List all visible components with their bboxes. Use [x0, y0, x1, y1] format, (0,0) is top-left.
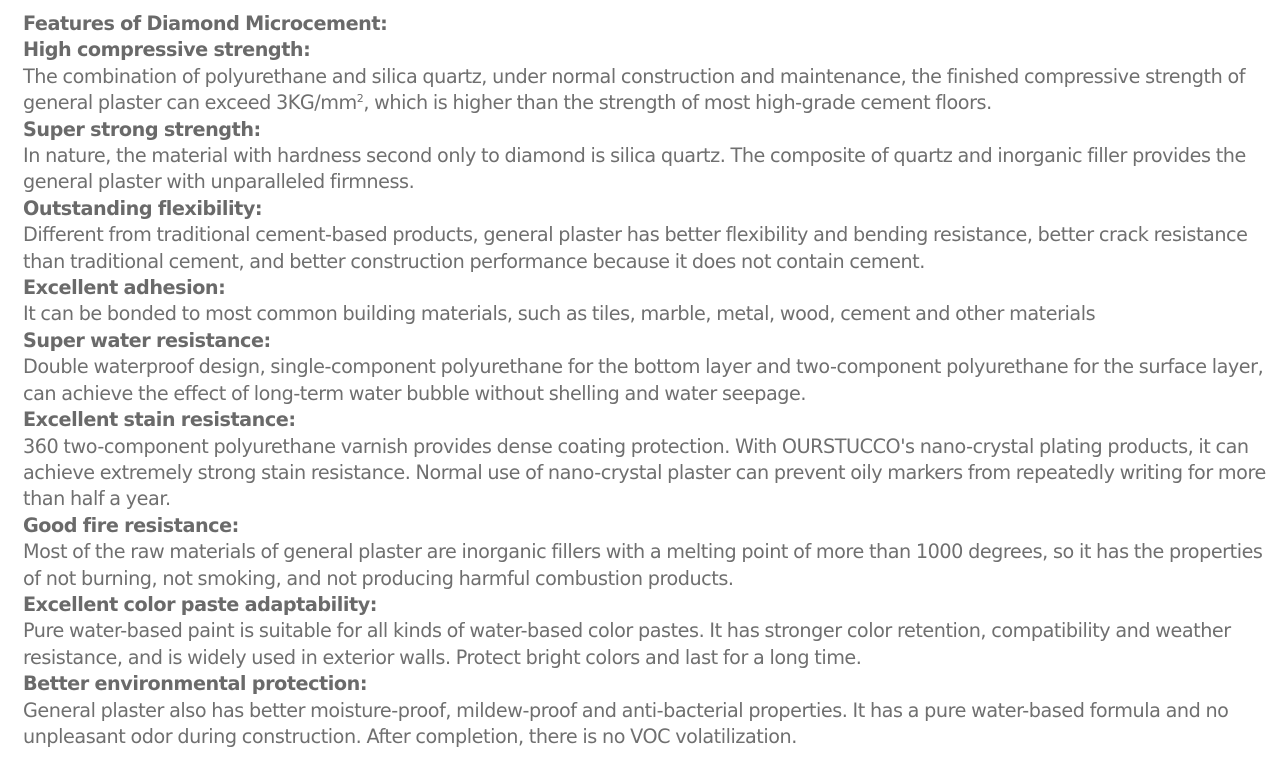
section-heading-stain-resistance: Excellent stain resistance: [23, 408, 296, 432]
section-heading-adhesion: Excellent adhesion: [23, 276, 226, 300]
section-text-stain-resistance: 360 two-component polyurethane varnish provides dense coating protection. With OURSTUCCO's nano-crystal plating products, it can achieve extremely strong stain resistance. Normal use of nano-crystal plaster can prevent oily markers from repeatedly writing for more than half a year. [23, 434, 1266, 511]
section-heading-environmental: Better environmental protection: [23, 672, 368, 696]
section-text-part: , which is higher than the strength of most high-grade cement floors. [363, 91, 992, 115]
section-text-compressive-strength [23, 64, 1273, 117]
section-heading-color-paste: Excellent color paste adaptability: [23, 592, 378, 616]
superscript-unit: 2 [356, 92, 364, 106]
section-text-strong-strength: In nature, the material with hardness second only to diamond is silica quartz. The composite of quartz and inorganic filler provides the general plaster with unparalleled firmness. [23, 144, 1246, 194]
document-title: Features of Diamond Microcement: [23, 12, 388, 35]
section-text-flexibility: Different from traditional cement-based products, general plaster has better flexibility and bending resistance, better crack resistance than traditional cement, and better construction performance because it does not contain cement. [23, 223, 1248, 273]
section-heading-water-resistance: Super water resistance: [23, 328, 271, 352]
section-heading-fire-resistance: Good fire resistance: [23, 513, 239, 537]
section-heading-compressive-strength: High compressive strength: [23, 38, 311, 62]
section-text-fire-resistance: Most of the raw materials of general plaster are inorganic fillers with a melting point of more than 1000 degrees, so it has the properties of not burning, not smoking, and not producing harmful combustion products. [23, 540, 1263, 590]
section-text-color-paste: Pure water-based paint is suitable for all kinds of water-based color pastes. It has stronger color retention, compatibility and weather resistance, and is widely used in exterior walls. Protect bright colors and last for a long time. [23, 619, 1231, 669]
section-text-part: The combination of polyurethane and silica quartz, under normal construction and maintenance, the finished compressive strength of general plaster can exceed 3KG/mm [23, 64, 1246, 115]
section-text-water-resistance: Double waterproof design, single-component polyurethane for the bottom layer and two-component polyurethane for the surface layer, can achieve the effect of long-term water bubble without shelling and water seepage. [23, 355, 1264, 405]
section-heading-strong-strength: Super strong strength: [23, 117, 261, 141]
section-text-adhesion: It can be bonded to most common building materials, such as tiles, marble, metal, wood, cement and other materials [23, 302, 1096, 326]
section-text-environmental: General plaster also has better moisture-proof, mildew-proof and anti-bacterial properties. It has a pure water-based formula and no unpleasant odor during construction. After completion, there is no VOC volatilization. [23, 698, 1229, 748]
feature-document [23, 11, 1273, 750]
section-heading-flexibility: Outstanding flexibility: [23, 196, 263, 220]
